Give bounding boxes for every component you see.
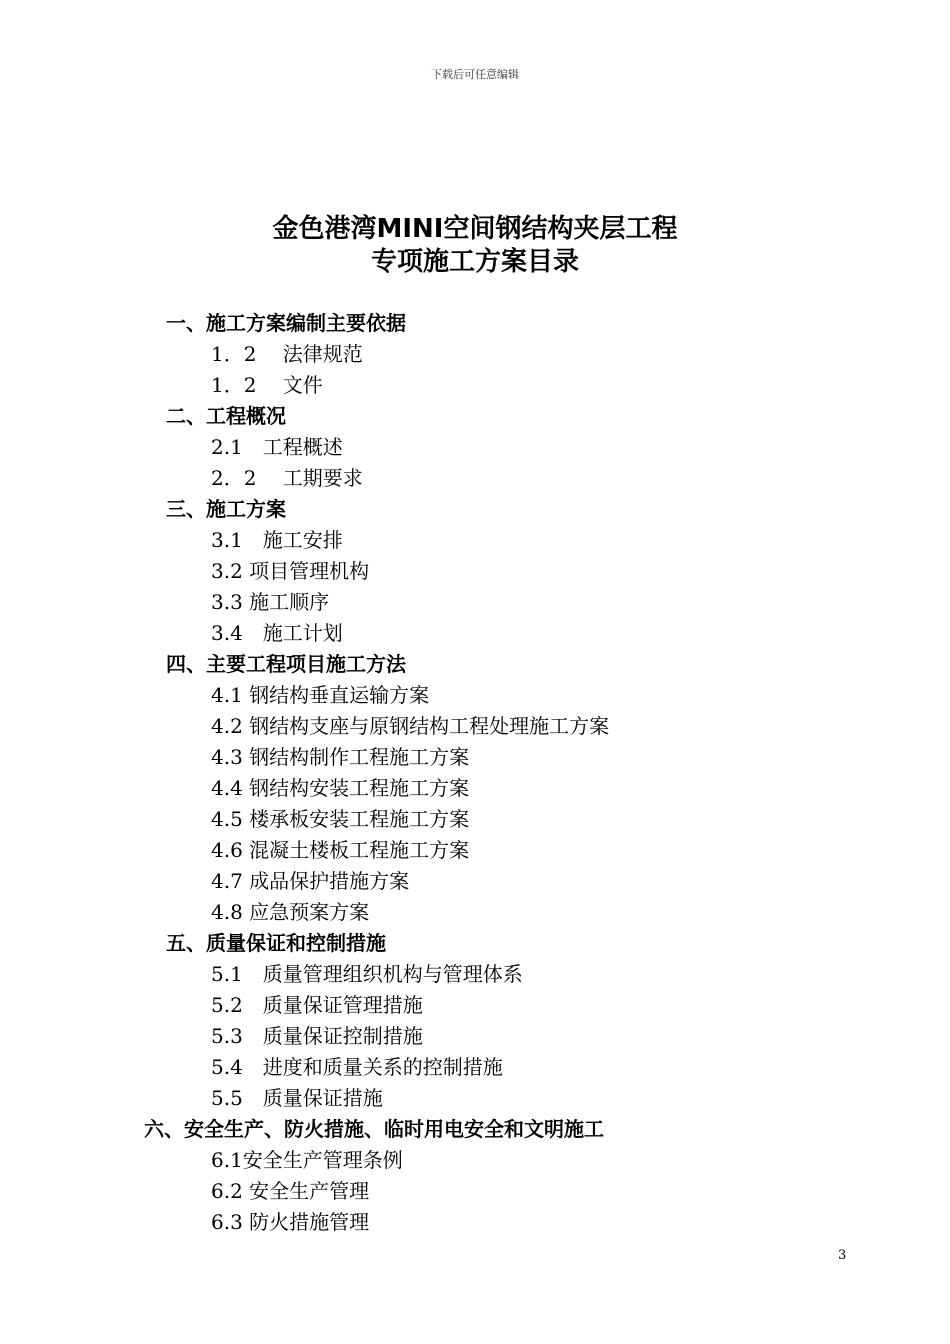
toc-item: 5.1 质量管理组织机构与管理体系 <box>211 962 523 986</box>
toc-item: 6.1安全生产管理条例 <box>211 1148 403 1172</box>
toc-section-heading: 五、质量保证和控制措施 <box>166 931 386 955</box>
toc-section-heading: 六、安全生产、防火措施、临时用电安全和文明施工 <box>144 1117 604 1141</box>
toc-item: 6.2 安全生产管理 <box>211 1179 370 1203</box>
document-title-line-2: 专项施工方案目录 <box>370 247 579 277</box>
toc-item: 1．2 法律规范 <box>211 342 363 366</box>
toc-section-heading: 一、施工方案编制主要依据 <box>166 311 406 335</box>
toc-item: 4.3 钢结构制作工程施工方案 <box>211 745 470 769</box>
toc-section-heading: 四、主要工程项目施工方法 <box>166 652 406 676</box>
toc-item: 4.1 钢结构垂直运输方案 <box>211 683 430 707</box>
toc-item: 4.2 钢结构支座与原钢结构工程处理施工方案 <box>211 714 610 738</box>
toc-item: 2.1 工程概述 <box>211 435 343 459</box>
toc-item: 2．2 工期要求 <box>211 466 363 490</box>
toc-item: 5.2 质量保证管理措施 <box>211 993 423 1017</box>
toc-item: 4.6 混凝土楼板工程施工方案 <box>211 838 470 862</box>
toc-item: 4.5 楼承板安装工程施工方案 <box>211 807 470 831</box>
header-note: 下载后可任意编辑 <box>431 68 519 81</box>
toc-item: 3.3 施工顺序 <box>211 590 330 614</box>
toc-item: 3.1 施工安排 <box>211 528 343 552</box>
toc-item: 6.3 防火措施管理 <box>211 1210 370 1234</box>
toc-item: 1．2 文件 <box>211 373 323 397</box>
toc-item: 3.2 项目管理机构 <box>211 559 370 583</box>
toc-item: 5.5 质量保证措施 <box>211 1086 383 1110</box>
toc-item: 4.4 钢结构安装工程施工方案 <box>211 776 470 800</box>
page-number: 3 <box>838 1248 847 1263</box>
toc-section-heading: 三、施工方案 <box>166 497 286 521</box>
toc-item: 5.4 进度和质量关系的控制措施 <box>211 1055 503 1079</box>
toc-section-heading: 二、工程概况 <box>166 404 286 428</box>
toc-item: 4.8 应急预案方案 <box>211 900 370 924</box>
toc-item: 5.3 质量保证控制措施 <box>211 1024 423 1048</box>
toc-item: 4.7 成品保护措施方案 <box>211 869 410 893</box>
document-title-line-1: 金色港湾MINI空间钢结构夹层工程 <box>272 214 678 244</box>
toc-item: 3.4 施工计划 <box>211 621 343 645</box>
